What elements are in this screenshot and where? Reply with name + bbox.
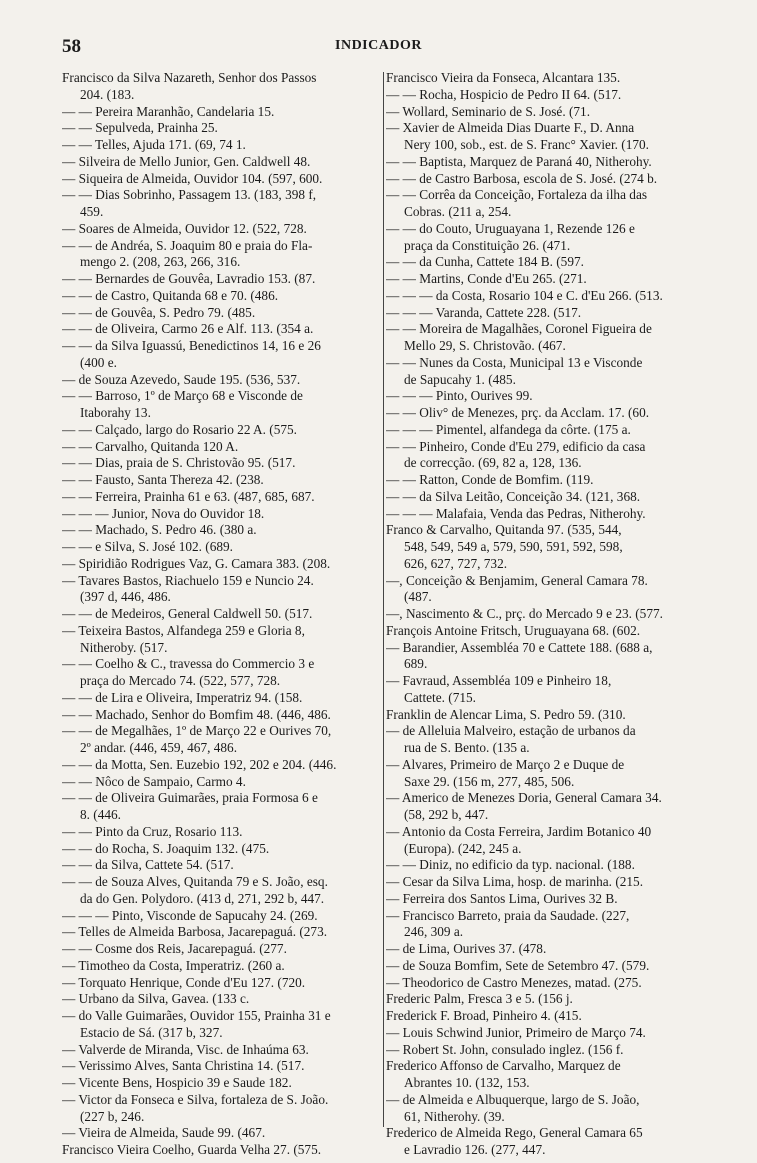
directory-entry-line: —, Nascimento & C., prç. do Mercado 9 e 23. (577. [386,606,663,621]
directory-entry-line: — — Fausto, Santa Thereza 42. (238. [62,472,264,487]
directory-entry-line: 459. [80,204,104,219]
directory-entry-line: — — — Pinto, Visconde de Sapucahy 24. (269. [62,907,318,923]
directory-entry-line: da do Gen. Polydoro. (413 d, 271, 292 b, 447. [80,890,325,906]
directory-entry-line: (227 b, 246. [80,1108,145,1124]
directory-entry-line: — — da Cunha, Cattete 184 B. (597. [386,254,584,270]
directory-entry-line: Nitheroby. (517. [80,639,168,655]
directory-entry-line: (397 d, 446, 486. [80,589,171,605]
directory-entry-line: — — da Silva, Cattete 54. (517. [62,857,234,873]
directory-entry-line: — Francisco Barreto, praia da Saudade. (227, [386,907,630,923]
directory-entry-line: — — Moreira de Magalhães, Coronel Figueira de [386,321,652,337]
directory-entry-line: — Barandier, Assembléa 70 e Cattete 188. (688 a, [386,639,653,655]
directory-entry-line: — — — Junior, Nova do Ouvidor 18. [62,505,265,521]
directory-entry-line: — — Nunes da Costa, Municipal 13 e Visconde [386,354,643,370]
directory-entry-line: — — do Couto, Uruguayana 1, Rezende 126 e [386,220,635,236]
directory-entry-line: — — Rocha, Hospicio de Pedro II 64. (517. [386,86,622,102]
directory-entry-line: 246, 309 a. [404,924,464,940]
left-column [62,70,382,1159]
directory-entry-line: Saxe 29. (156 m, 277, 485, 506. [404,773,575,789]
directory-entry-line: François Antoine Fritsch, Uruguayana 68. (602. [386,622,641,638]
directory-entry-line: — — Martins, Conde d'Eu 265. (271. [386,271,587,286]
directory-entry-line: — Tavares Bastos, Riachuelo 159 e Nuncio 24. [62,572,314,588]
directory-entry-line: — de Souza Bomfim, Sete de Setembro 47. (579. [386,957,650,973]
directory-entry-line: (487. [404,589,432,605]
directory-entry-line: — Siqueira de Almeida, Ouvidor 104. (597, 600. [62,170,323,186]
directory-entry-line: — — Ratton, Conde de Bomfim. (119. [386,472,594,487]
directory-entry-line: Franco & Carvalho, Quitanda 97. (535, 544, [386,522,622,538]
directory-entry-line: — Louis Schwind Junior, Primeiro de Março 74. [386,1024,646,1040]
directory-entry-line: — — do Rocha, S. Joaquim 132. (475. [62,840,270,856]
directory-entry-line: — — Dias, praia de S. Christovão 95. (517. [62,455,296,471]
directory-entry-line: — — Oliv° de Menezes, prç. da Acclam. 17. (60. [386,405,650,420]
directory-entry-line: — — Calçado, largo do Rosario 22 A. (575. [62,421,298,437]
directory-entry-line: — — Ferreira, Prainha 61 e 63. (487, 685, 687. [62,488,315,504]
right-column [386,70,716,1159]
directory-entry-line: — Telles de Almeida Barbosa, Jacarepaguá. (273. [62,924,328,940]
directory-entry-line: Frederick F. Broad, Pinheiro 4. (415. [386,1008,582,1023]
directory-entry-line: — Victor da Fonseca e Silva, fortaleza de S. João. [62,1091,329,1107]
directory-entry-line: —, Conceição & Benjamim, General Camara 78. [386,572,648,588]
directory-entry-line: — — de Gouvêa, S. Pedro 79. (485. [62,304,256,320]
directory-entry-line: — — Coelho & C., travessa do Commercio 3 e [62,656,315,672]
directory-entry-line: — — Dias Sobrinho, Passagem 13. (183, 398 f, [62,187,317,203]
directory-entry-line: e Lavradio 126. (277, 447. [404,1142,546,1157]
page-number: 58 [62,36,81,57]
directory-entry-line: — Robert St. John, consulado inglez. (156 f. [386,1041,624,1057]
directory-entry-line: — — Corrêa da Conceição, Fortaleza da ilha das [386,187,648,203]
directory-entry-line: — — — Varanda, Cattete 228. (517. [386,304,582,320]
page-header [0,36,757,60]
directory-entry-line: — Alvares, Primeiro de Março 2 e Duque de [386,756,625,772]
directory-entry-line: — — de Castro, Quitanda 68 e 70. (486. [62,287,279,303]
directory-entry-line: de Sapucahy 1. (485. [404,371,516,387]
directory-entry-line: praça do Mercado 74. (522, 577, 728. [80,673,281,688]
directory-entry-line: 548, 549, 549 a, 579, 590, 591, 592, 598, [404,539,623,554]
directory-entry-line: — — Baptista, Marquez de Paraná 40, Nitherohy. [386,153,652,169]
directory-entry-line: — Spiridião Rodrigues Vaz, G. Camara 383. (208. [62,555,331,571]
directory-entry-line: — — de Lira e Oliveira, Imperatriz 94. (158. [62,689,303,705]
directory-entry-line: — — da Silva Iguassú, Benedictinos 14, 16 e 26 [62,338,321,353]
directory-entry-line: Itaborahy 13. [80,405,151,420]
directory-entry-line: praça da Constituição 26. (471. [404,237,571,253]
directory-entry-line: — — — Pinto, Ourives 99. [386,388,533,404]
directory-entry-line: — Valverde de Miranda, Visc. de Inhaúma 63. [62,1041,309,1057]
directory-entry-line: — — Pinheiro, Conde d'Eu 279, edificio da casa [386,438,646,454]
directory-entry-line: 8. (446. [80,807,121,822]
directory-entry-line: — Soares de Almeida, Ouvidor 12. (522, 728. [62,220,307,236]
directory-entry-line: — — de Oliveira, Carmo 26 e Alf. 113. (354 a. [62,321,314,337]
directory-entry-line: — Timotheo da Costa, Imperatriz. (260 a. [62,957,285,973]
directory-entry-line: Frederico de Almeida Rego, General Camara 65 [386,1125,643,1141]
directory-entry-line: — — Nôco de Sampaio, Carmo 4. [62,773,246,789]
directory-entry-line: — — de Andréa, S. Joaquim 80 e praia do Fla- [62,237,313,253]
directory-entry-line: — — Machado, Senhor do Bomfim 48. (446, 486. [62,706,331,722]
directory-entry-line: 689. [404,656,428,672]
directory-entry-line: — — de Megalhães, 1º de Março 22 e Ourives 70, [62,723,332,739]
directory-entry-line: — Teixeira Bastos, Alfandega 259 e Gloria 8, [62,622,305,638]
directory-entry-line: — — — Malafaia, Venda das Pedras, Nitherohy. [386,505,646,521]
directory-entry-line: — — Machado, S. Pedro 46. (380 a. [62,522,257,538]
directory-entry-line: — — de Souza Alves, Quitanda 79 e S. João, esq. [62,874,328,889]
directory-entry-line: Cobras. (211 a, 254. [404,204,512,219]
directory-entry-line: Francisco da Silva Nazareth, Senhor dos Passos [62,70,317,85]
column-divider [383,72,384,1127]
running-title: INDICADOR [335,38,422,53]
directory-entry-line: — — Pereira Maranhão, Candelaria 15. [62,103,275,119]
directory-entry-line: Cattete. (715. [404,689,477,705]
directory-entry-line: Franklin de Alencar Lima, S. Pedro 59. (310. [386,706,626,722]
directory-entry-line: Abrantes 10. (132, 153. [404,1075,530,1090]
directory-entry-line: 61, Nitherohy. (39. [404,1108,505,1124]
directory-entry-line: — — — da Costa, Rosario 104 e C. d'Eu 266. (513. [386,287,663,303]
directory-entry-line: — — Sepulveda, Prainha 25. [62,120,218,136]
directory-entry-line: — — Cosme dos Reis, Jacarepaguá. (277. [62,941,287,956]
directory-entry-line: 204. (183. [80,86,135,102]
directory-entry-line: — de Almeida e Albuquerque, largo de S. João, [386,1091,640,1107]
directory-entry-line: mengo 2. (208, 263, 266, 316. [80,254,241,270]
directory-entry-line: — — da Silva Leitão, Conceição 34. (121, 368. [386,488,641,504]
directory-entry-line: — — de Castro Barbosa, escola de S. José. (274 b. [386,170,658,186]
directory-entry-line: 626, 627, 727, 732. [404,555,508,571]
directory-entry-line: (58, 292 b, 447. [404,807,489,822]
directory-entry-line: — Vicente Bens, Hospicio 39 e Saude 182. [62,1075,292,1090]
directory-entry-line: 2º andar. (446, 459, 467, 486. [80,740,238,755]
directory-entry-line: Francisco Vieira Coelho, Guarda Velha 27. (575. [62,1142,322,1157]
directory-entry-line: — Cesar da Silva Lima, hosp. de marinha. (215. [386,874,644,889]
directory-entry-line: — de Alleluia Malveiro, estação de urbanos da [386,723,636,739]
directory-entry-line: — Antonio da Costa Ferreira, Jardim Botanico 40 [386,823,652,839]
directory-entry-line: — Silveira de Mello Junior, Gen. Caldwell 48. [62,153,311,169]
directory-entry-line: — Xavier de Almeida Dias Duarte F., D. Anna [386,120,635,136]
directory-entry-line: Francisco Vieira da Fonseca, Alcantara 135. [386,70,621,85]
directory-entry-line: Frederic Palm, Fresca 3 e 5. (156 j. [386,991,573,1007]
directory-entry-line: — Americo de Menezes Doria, General Camara 34. [386,790,662,806]
directory-entry-line: — — — Pimentel, alfandega da côrte. (175 a. [386,421,631,437]
directory-entry-line: — Theodorico de Castro Menezes, matad. (275. [386,974,642,990]
directory-entry-line: rua de S. Bento. (135 a. [404,740,530,755]
directory-entry-line: de correcção. (69, 82 a, 128, 136. [404,455,582,471]
directory-entry-line: — Ferreira dos Santos Lima, Ourives 32 B. [386,890,618,906]
directory-entry-line: — — Telles, Ajuda 171. (69, 74 1. [62,137,246,152]
directory-entry-line: — — Bernardes de Gouvêa, Lavradio 153. (87. [62,271,316,286]
directory-entry-line: — — Pinto da Cruz, Rosario 113. [62,823,243,839]
directory-entry-line: — — de Oliveira Guimarães, praia Formosa 6 e [62,790,318,806]
directory-entry-line: Mello 29, S. Christovão. (467. [404,338,566,353]
directory-entry-line: — — Diniz, no edificio da typ. nacional. (188. [386,857,635,873]
directory-entry-line: Frederico Affonso de Carvalho, Marquez de [386,1058,621,1074]
directory-entry-line: — — e Silva, S. José 102. (689. [62,539,234,554]
directory-entry-line: Nery 100, sob., est. de S. Franc° Xavier. (170. [404,137,649,152]
directory-entry-line: — Torquato Henrique, Conde d'Eu 127. (720. [62,974,306,990]
directory-entry-line: — Verissimo Alves, Santa Christina 14. (517. [62,1058,305,1074]
directory-entry-line: (400 e. [80,354,117,370]
directory-entry-line: — — da Motta, Sen. Euzebio 192, 202 e 204. (446. [62,756,337,772]
directory-entry-line: — Wollard, Seminario de S. José. (71. [386,103,591,119]
directory-entry-line: — de Lima, Ourives 37. (478. [386,941,547,956]
directory-entry-line: — Vieira de Almeida, Saude 99. (467. [62,1125,266,1141]
directory-entry-line: Estacio de Sá. (317 b, 327. [80,1024,223,1040]
directory-entry-line: — Favraud, Assembléa 109 e Pinheiro 18, [386,673,612,688]
directory-entry-line: — — de Medeiros, General Caldwell 50. (517. [62,606,313,621]
directory-entry-line: — de Souza Azevedo, Saude 195. (536, 537. [62,371,301,387]
directory-entry-line: — — Carvalho, Quitanda 120 A. [62,438,239,454]
directory-entry-line: (Europa). (242, 245 a. [404,840,522,856]
directory-entry-line: — do Valle Guimarães, Ouvidor 155, Prainha 31 e [62,1008,331,1023]
directory-entry-line: — Urbano da Silva, Gavea. (133 c. [62,991,250,1007]
directory-entry-line: — — Barroso, 1º de Março 68 e Visconde de [62,388,303,404]
